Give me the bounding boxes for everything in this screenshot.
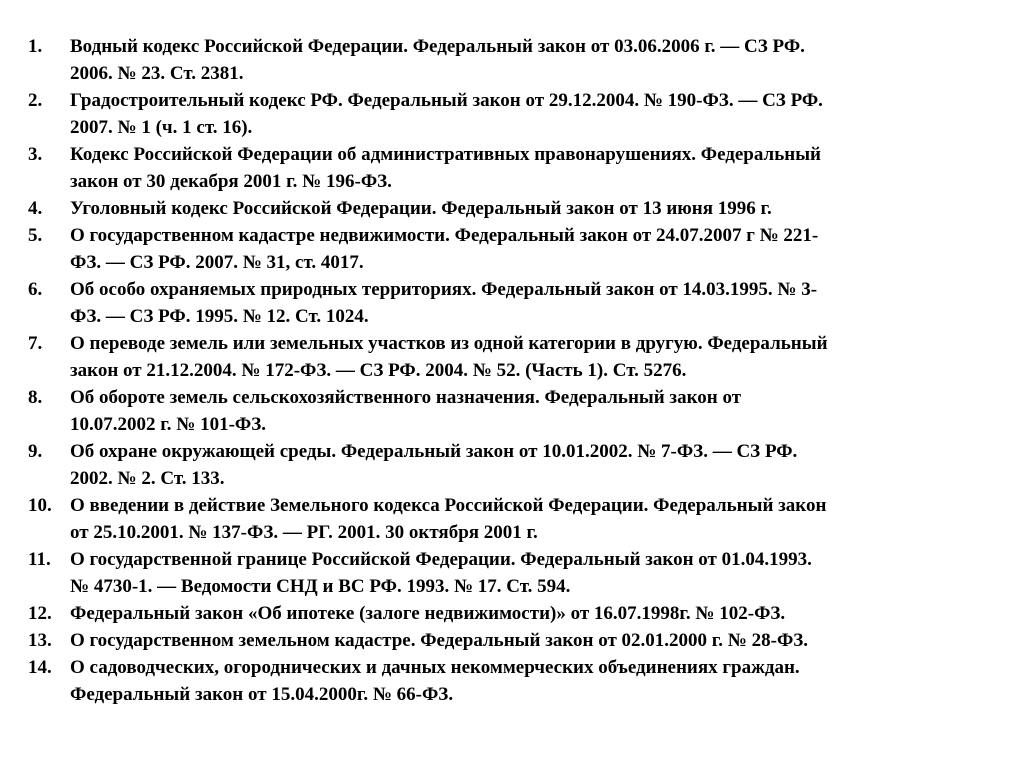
list-item bbox=[28, 438, 990, 492]
list-item bbox=[28, 627, 990, 654]
list-item-text: О введении в действие Земельного кодекса Российской Федерации. Федеральный закон от 25.10.2001. № 137-ФЗ. — РГ. 2001. 30 октября 2001 г. bbox=[70, 495, 827, 543]
list-item-text: О государственном земельном кадастре. Федеральный закон от 02.01.2000 г. № 28-ФЗ. bbox=[70, 630, 809, 651]
list-item bbox=[28, 87, 990, 141]
list-item bbox=[28, 276, 990, 330]
list-item-number: 11. bbox=[28, 549, 51, 570]
list-item-number: 7. bbox=[28, 333, 43, 354]
list-item bbox=[28, 330, 990, 384]
list-item-text: Об особо охраняемых природных территориях. Федеральный закон от 14.03.1995. № 3- ФЗ. — СЗ РФ. 1995. № 12. Ст. 1024. bbox=[70, 279, 818, 327]
list-item-number: 2. bbox=[28, 90, 43, 111]
list-item bbox=[28, 33, 990, 87]
list-item-text: О садоводческих, огороднических и дачных некоммерческих объединениях граждан. Федеральный закон от 15.04.2000г. № 66-ФЗ. bbox=[70, 657, 800, 705]
list-item-number: 10. bbox=[28, 495, 52, 516]
list-item bbox=[28, 492, 990, 546]
list-item-number: 6. bbox=[28, 279, 43, 300]
list-item-text: О переводе земель или земельных участков из одной категории в другую. Федеральный закон от 21.12.2004. № 172-ФЗ. — СЗ РФ. 2004. № 52. (Часть 1). Ст. 5276. bbox=[70, 333, 828, 381]
list-item-text: Водный кодекс Российской Федерации. Федеральный закон от 03.06.2006 г. — СЗ РФ. 2006. № 23. Ст. 2381. bbox=[70, 36, 805, 84]
list-item-text: Об обороте земель сельскохозяйственного назначения. Федеральный закон от 10.07.2002 г. № 101-ФЗ. bbox=[70, 387, 742, 435]
list-item bbox=[28, 546, 990, 600]
list-item-number: 1. bbox=[28, 36, 43, 57]
list-item bbox=[28, 141, 990, 195]
list-item-number: 4. bbox=[28, 198, 43, 219]
list-item bbox=[28, 600, 990, 627]
list-item-text: Кодекс Российской Федерации об административных правонарушениях. Федеральный закон от 30 декабря 2001 г. № 196-ФЗ. bbox=[70, 144, 821, 192]
list-item-number: 14. bbox=[28, 657, 52, 678]
list-item-text: Об охране окружающей среды. Федеральный закон от 10.01.2002. № 7-ФЗ. — СЗ РФ. 2002. № 2. Ст. 133. bbox=[70, 441, 798, 489]
list-item-number: 8. bbox=[28, 387, 43, 408]
list-item-text: О государственном кадастре недвижимости. Федеральный закон от 24.07.2007 г № 221- ФЗ. — СЗ РФ. 2007. № 31, ст. 4017. bbox=[70, 225, 819, 273]
list-item-text: Градостроительный кодекс РФ. Федеральный закон от 29.12.2004. № 190-ФЗ. — СЗ РФ. 2007. № 1 (ч. 1 ст. 16). bbox=[70, 90, 823, 138]
list-item-number: 5. bbox=[28, 225, 43, 246]
list-item bbox=[28, 384, 990, 438]
list-item-number: 13. bbox=[28, 630, 52, 651]
list-item-number: 9. bbox=[28, 441, 43, 462]
list-item-number: 3. bbox=[28, 144, 43, 165]
list-item-number: 12. bbox=[28, 603, 52, 624]
list-item bbox=[28, 654, 990, 708]
list-item bbox=[28, 195, 990, 222]
reference-list bbox=[28, 33, 990, 708]
list-item-text: О государственной границе Российской Федерации. Федеральный закон от 01.04.1993. № 4730-1. — Ведомости СНД и ВС РФ. 1993. № 17. Ст. 594. bbox=[70, 549, 812, 597]
list-item-text: Уголовный кодекс Российской Федерации. Федеральный закон от 13 июня 1996 г. bbox=[70, 198, 772, 219]
list-item bbox=[28, 222, 990, 276]
list-item-text: Федеральный закон «Об ипотеке (залоге недвижимости)» от 16.07.1998г. № 102-ФЗ. bbox=[70, 603, 786, 624]
